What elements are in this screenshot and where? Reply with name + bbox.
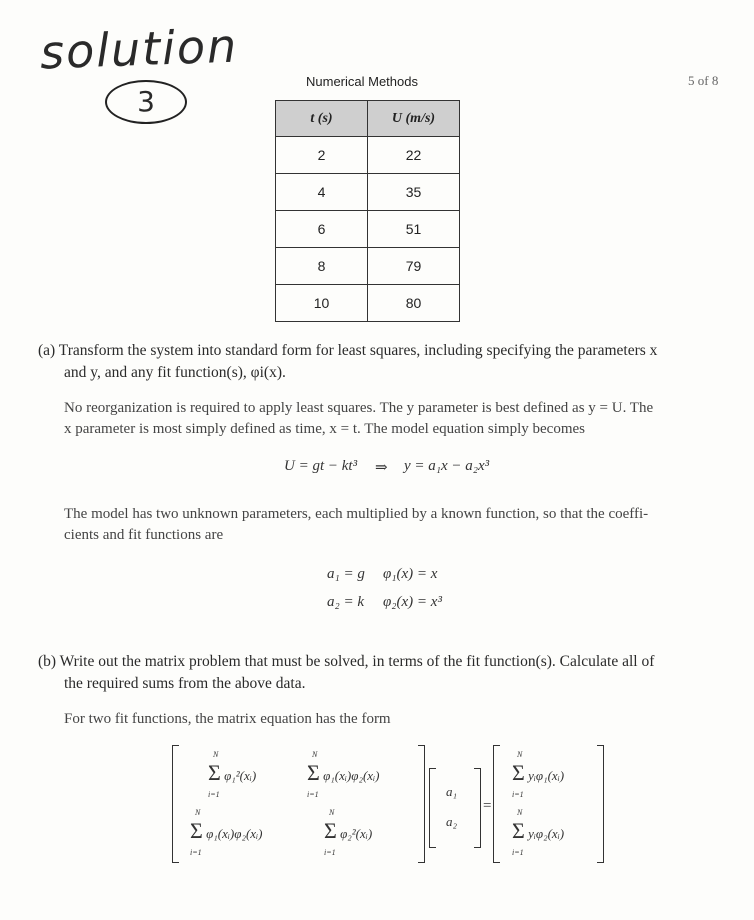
rhs-entry-2: N Σ yᵢφ₂(xᵢ) i=1 [512,808,565,857]
coefficient-1: a₁ = g [327,566,365,582]
fit-function-1: φ₁(x) = x [383,566,438,582]
table-cell: 35 [368,174,460,211]
table-row [276,137,460,174]
handwritten-solution-label: solution [39,18,240,80]
table-cell: 22 [368,137,460,174]
question-b-line-1: (b) Write out the matrix problem that must be solved, in terms of the fit function(s). Calculate all of [38,653,655,670]
question-a-line-2: and y, and any fit function(s), φi(x). [64,364,286,381]
question-a-line-1: (a) Transform the system into standard form for least squares, including specifying the parameters x [38,342,658,359]
data-table [275,100,460,322]
vector-entry-1: a₁ [446,784,458,799]
equals-sign: = [483,798,492,814]
model-arrow: ⇒ [375,460,388,476]
rhs-left-bracket [493,745,500,863]
matrix-entry-12: N Σ φ₁(xᵢ)φ₂(xᵢ) i=1 [307,750,380,799]
answer-a-line-4: cients and fit functions are [64,527,224,543]
table-header-cell: U (m/s) [368,101,460,137]
rhs-right-bracket [597,745,604,863]
table-row [276,211,460,248]
table-cell: 51 [368,211,460,248]
answer-a-line-3: The model has two unknown parameters, each multiplied by a known function, so that the coeffi- [64,506,649,522]
table-cell: 2 [276,137,368,174]
matrix-entry-22: N Σ φ₂²(xᵢ) i=1 [324,808,373,857]
page-number: 5 of 8 [688,73,719,88]
table-cell: 10 [276,285,368,322]
table-row [276,248,460,285]
table-header-cell: t (s) [276,101,368,137]
handwritten-circled-number: 3 [105,80,187,124]
page-header-title: Numerical Methods [306,74,418,89]
vector-right-bracket [474,768,481,848]
table-cell: 8 [276,248,368,285]
model-equation-left: U = gt − kt³ [284,458,358,474]
table-cell: 4 [276,174,368,211]
fit-function-2: φ₂(x) = x³ [383,594,442,610]
matrix-right-bracket [418,745,425,863]
table-cell: 80 [368,285,460,322]
vector-entry-2: a₂ [446,814,458,829]
matrix-left-bracket [172,745,179,863]
matrix-entry-11: N Σ φ₁²(xᵢ) i=1 [208,750,257,799]
coefficient-2: a₂ = k [327,594,364,610]
matrix-entry-21: N Σ φ₁(xᵢ)φ₂(xᵢ) i=1 [190,808,263,857]
table-header-row [276,101,460,137]
table-row [276,285,460,322]
answer-b-line-1: For two fit functions, the matrix equation has the form [64,711,391,727]
table-cell: 6 [276,211,368,248]
question-b-line-2: the required sums from the above data. [64,675,306,692]
rhs-entry-1: N Σ yᵢφ₁(xᵢ) i=1 [512,750,565,799]
answer-a-line-1: No reorganization is required to apply least squares. The y parameter is best defined as y = U. The [64,400,654,416]
table-cell: 79 [368,248,460,285]
model-equation-right: y = a₁x − a₂x³ [404,458,490,474]
answer-a-line-2: x parameter is most simply defined as time, x = t. The model equation simply becomes [64,421,585,437]
table-row [276,174,460,211]
vector-left-bracket [429,768,436,848]
